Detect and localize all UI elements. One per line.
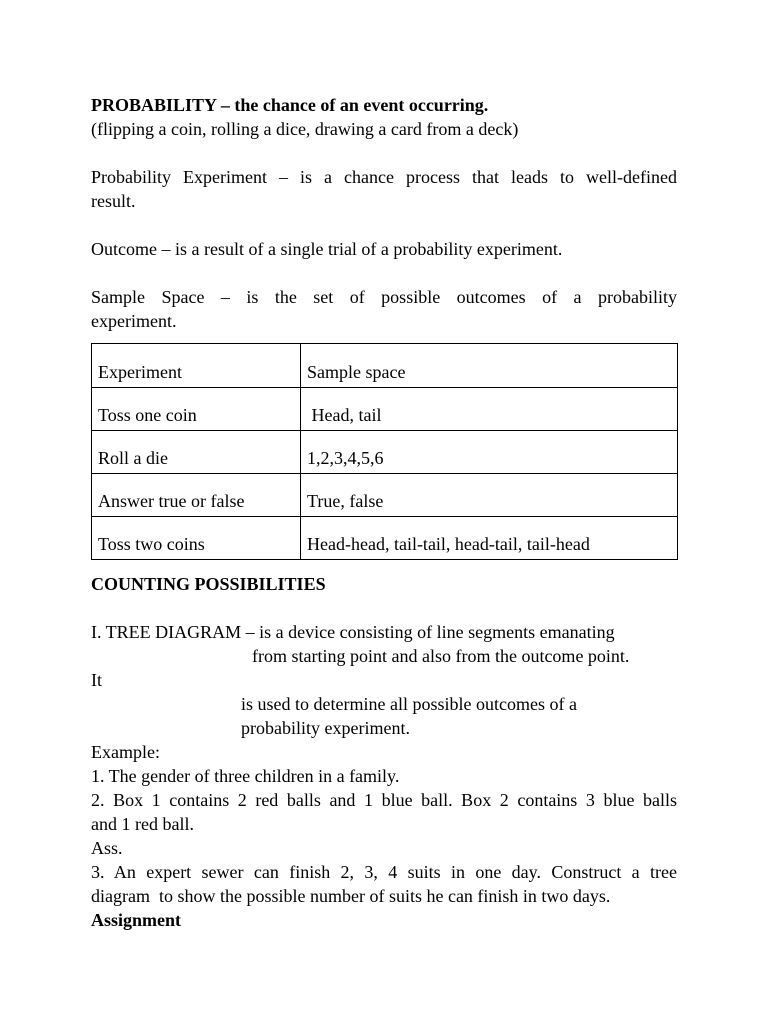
table-row [92, 517, 678, 560]
table-header-row [92, 344, 678, 388]
tree-diagram-line2: from starting point and also from the outcome point. [252, 646, 630, 666]
assignment-heading: Assignment [91, 910, 182, 930]
table-header-sample-space: Sample space [301, 344, 678, 388]
spacer [91, 261, 677, 285]
table-row [92, 388, 678, 431]
example-item-1: 1. The gender of three children in a family. [91, 766, 400, 786]
spacer [91, 213, 677, 237]
definition-outcome: Outcome – is a result of a single trial of a probability experiment. [91, 239, 563, 259]
example-item-2-line1: 2. Box 1 contains 2 red balls and 1 blue ball. Box 2 contains 3 blue balls [91, 790, 677, 810]
example-label: Example: [91, 742, 160, 762]
table-row [92, 474, 678, 517]
definition-sample-space-line1: Sample Space – is the set of possible outcomes of a probability [91, 287, 677, 307]
example-item-3-line2: diagram to show the possible number of suits he can finish in two days. [91, 886, 611, 906]
table-cell: Answer true or false [92, 474, 301, 517]
tree-diagram-line3: It [91, 670, 102, 690]
ass-label: Ass. [91, 838, 123, 858]
section-title-counting: COUNTING POSSIBILITIES [91, 574, 326, 594]
table-cell: Head, tail [301, 388, 678, 431]
spacer [91, 141, 677, 165]
tree-diagram-line1: I. TREE DIAGRAM – is a device consisting of line segments emanating [91, 622, 615, 642]
tree-diagram-line5: probability experiment. [241, 718, 410, 738]
table-cell: Toss one coin [92, 388, 301, 431]
table-row [92, 431, 678, 474]
table-cell: 1,2,3,4,5,6 [301, 431, 678, 474]
table-cell: Roll a die [92, 431, 301, 474]
section-title-probability: PROBABILITY – the chance of an event occurring. [91, 95, 489, 115]
definition-sample-space-line2: experiment. [91, 311, 177, 331]
definition-experiment-line2: result. [91, 191, 136, 211]
spacer [91, 596, 677, 620]
table-cell: True, false [301, 474, 678, 517]
document-page [91, 93, 677, 932]
example-item-3-line1: 3. An expert sewer can finish 2, 3, 4 suits in one day. Construct a tree [91, 862, 677, 882]
sample-space-table [91, 343, 678, 560]
table-cell: Head-head, tail-tail, head-tail, tail-head [301, 517, 678, 560]
table-header-experiment: Experiment [92, 344, 301, 388]
probability-examples: (flipping a coin, rolling a dice, drawing a card from a deck) [91, 119, 519, 139]
table-cell: Toss two coins [92, 517, 301, 560]
tree-diagram-line4: is used to determine all possible outcomes of a [241, 694, 577, 714]
example-item-2-line2: and 1 red ball. [91, 814, 194, 834]
spacer [91, 560, 677, 572]
definition-experiment-line1: Probability Experiment – is a chance process that leads to well-defined [91, 167, 677, 187]
